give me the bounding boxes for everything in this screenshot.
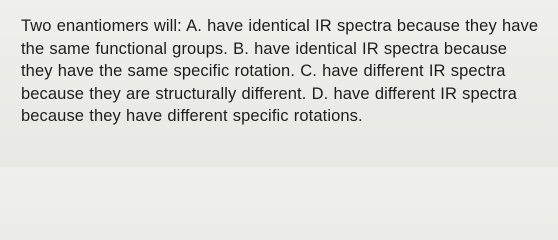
question-text: Two enantiomers will: A. have identical IR spectra because they have the same functional groups. B. have identical IR spectra because they have the same specific rotation. C. have different IR spectra because they are structurally different. D. have different IR spectra because they have different specific rotations. bbox=[21, 17, 539, 125]
